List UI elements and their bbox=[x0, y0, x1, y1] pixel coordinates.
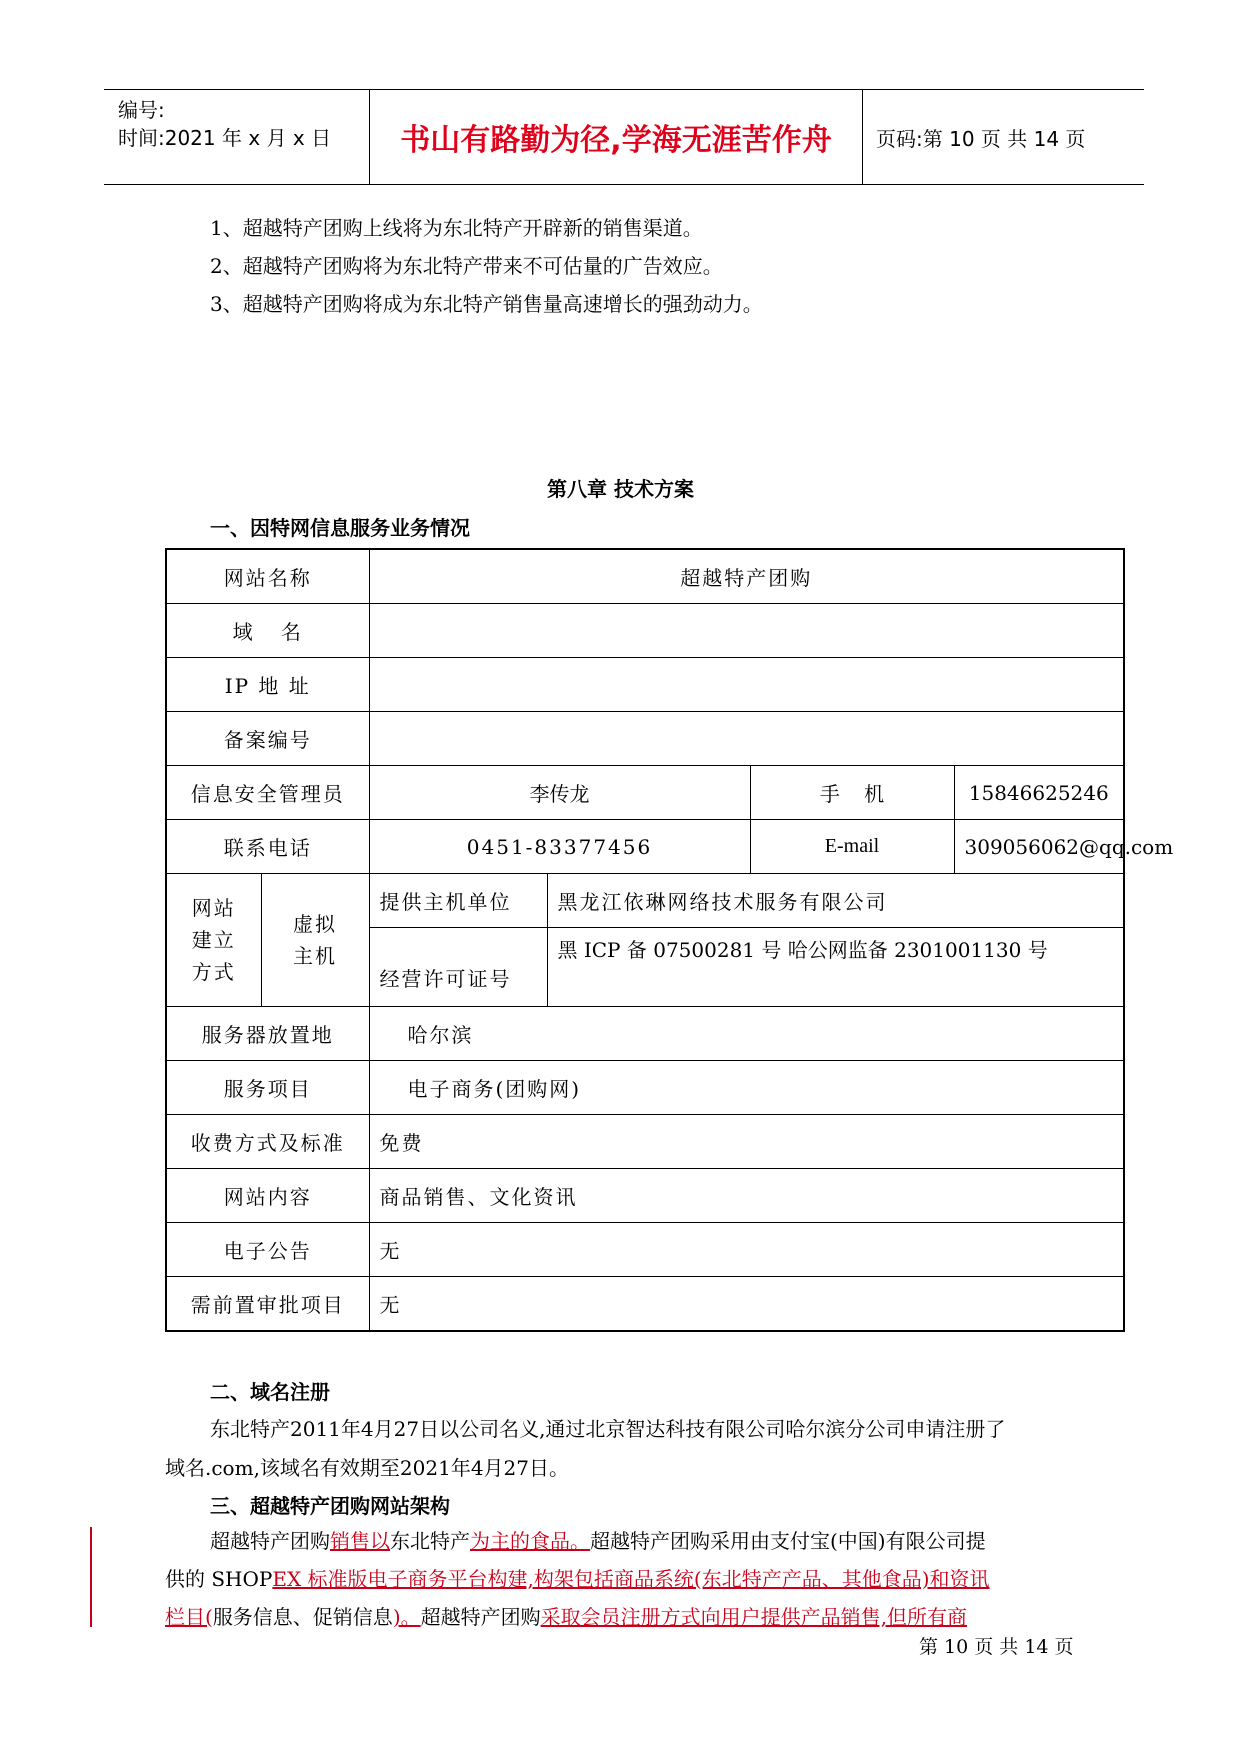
table-label: 网站内容 bbox=[166, 1169, 369, 1223]
text-run: 东北特产 bbox=[390, 1529, 470, 1553]
list-item: 3、超越特产团购将成为东北特产销售量高速增长的强劲动力。 bbox=[210, 292, 763, 316]
table-label: E-mail bbox=[750, 820, 954, 874]
phone-value: 0451-83377456 bbox=[369, 820, 750, 874]
table-label: 手 机 bbox=[750, 766, 954, 820]
paragraph-line bbox=[165, 1598, 967, 1636]
section-title: 三、超越特产团购网站架构 bbox=[210, 1494, 450, 1518]
table-row bbox=[166, 766, 1124, 820]
header-page-label: 页码:第 10 页 共 14 页 bbox=[876, 126, 1086, 151]
domain-value bbox=[369, 604, 1124, 658]
list-item: 1、超越特产团购上线将为东北特产开辟新的销售渠道。 bbox=[210, 216, 703, 240]
mobile-value: 15846625246 bbox=[954, 766, 1124, 820]
section-title: 二、域名注册 bbox=[210, 1380, 330, 1404]
service-item-value: 电子商务(团购网) bbox=[369, 1061, 1124, 1115]
tracked-change: 销售以 bbox=[330, 1529, 390, 1553]
table-row bbox=[166, 1061, 1124, 1115]
chapter-title: 第八章 技术方案 bbox=[547, 477, 694, 501]
text-run: 供的 SHOP bbox=[165, 1567, 273, 1591]
table-row bbox=[166, 1169, 1124, 1223]
license-value: 黑 ICP 备 07500281 号 哈公网监备 2301001130 号 bbox=[547, 928, 1124, 1007]
text-run: 超越特产团购 bbox=[420, 1605, 541, 1629]
table-label: IP 地 址 bbox=[166, 658, 369, 712]
server-location-value: 哈尔滨 bbox=[369, 1007, 1124, 1061]
text-run: 超越特产团购 bbox=[210, 1529, 330, 1553]
table-row bbox=[166, 712, 1124, 766]
table-label: 服务器放置地 bbox=[166, 1007, 369, 1061]
table-label: 收费方式及标准 bbox=[166, 1115, 369, 1169]
email-value: 309056062@qq.com bbox=[954, 820, 1124, 874]
header-motto: 书山有路勤为径,学海无涯苦作舟 bbox=[370, 90, 863, 184]
list-item: 2、超越特产团购将为东北特产带来不可估量的广告效应。 bbox=[210, 254, 723, 278]
table-label: 网站建立方式 bbox=[166, 874, 261, 1007]
ip-value bbox=[369, 658, 1124, 712]
table-label: 虚拟主机 bbox=[261, 874, 369, 1007]
table-row bbox=[166, 549, 1124, 604]
paragraph-line: 东北特产2011年4月27日以公司名义,通过北京智达科技有限公司哈尔滨分公司申请注册了 bbox=[210, 1417, 1006, 1441]
content-value: 商品销售、文化资讯 bbox=[369, 1169, 1124, 1223]
table-row bbox=[166, 1277, 1124, 1332]
table-row bbox=[166, 1115, 1124, 1169]
table-label: 提供主机单位 bbox=[369, 874, 547, 928]
table-label: 联系电话 bbox=[166, 820, 369, 874]
table-label: 需前置审批项目 bbox=[166, 1277, 369, 1332]
tracked-change: 为主的食品。 bbox=[470, 1529, 590, 1553]
table-label: 域 名 bbox=[166, 604, 369, 658]
table-label: 备案编号 bbox=[166, 712, 369, 766]
table-label: 服务项目 bbox=[166, 1061, 369, 1115]
paragraph-line: 域名.com,该域名有效期至2021年4月27日。 bbox=[165, 1456, 569, 1480]
tracked-change: EX 标准版电子商务平台构建,构架包括商品系统(东北特产 bbox=[272, 1567, 782, 1591]
table-label: 网站名称 bbox=[166, 549, 369, 604]
revision-bar bbox=[90, 1527, 92, 1627]
tracked-change: 产品、其他食品)和资讯 bbox=[781, 1567, 990, 1591]
fee-value: 免费 bbox=[369, 1115, 1124, 1169]
tracked-change: )。 bbox=[392, 1605, 421, 1629]
host-provider-value: 黑龙江依琳网络技术服务有限公司 bbox=[547, 874, 1124, 928]
approval-value: 无 bbox=[369, 1277, 1124, 1332]
table-row bbox=[166, 1223, 1124, 1277]
bulletin-value: 无 bbox=[369, 1223, 1124, 1277]
section-title: 一、因特网信息服务业务情况 bbox=[210, 516, 470, 540]
security-admin-value: 李传龙 bbox=[369, 766, 750, 820]
tracked-change: 采取会员注册方式向用户提供产品销售,但所有商 bbox=[540, 1605, 967, 1629]
table-row bbox=[166, 604, 1124, 658]
table-label: 经营许可证号 bbox=[369, 928, 547, 1007]
table-row bbox=[166, 820, 1124, 874]
paragraph-line bbox=[165, 1560, 990, 1598]
table-row bbox=[166, 1007, 1124, 1061]
page-footer: 第 10 页 共 14 页 bbox=[919, 1636, 1074, 1658]
text-run: 超越特产团购采用由支付宝(中国)有限公司提 bbox=[590, 1529, 986, 1553]
info-table bbox=[165, 548, 1174, 1332]
tracked-change: 栏目( bbox=[165, 1605, 213, 1629]
table-row bbox=[166, 658, 1124, 712]
header-meta bbox=[104, 90, 370, 184]
table-label: 电子公告 bbox=[166, 1223, 369, 1277]
record-value bbox=[369, 712, 1124, 766]
page-header bbox=[104, 89, 1144, 185]
text-run: 服务信息、促销信息 bbox=[212, 1605, 393, 1629]
number-label: 编号: bbox=[118, 98, 165, 122]
table-row bbox=[166, 874, 1124, 928]
paragraph-line bbox=[210, 1522, 986, 1560]
site-name-value: 超越特产团购 bbox=[369, 549, 1124, 604]
time-label: 时间:2021 年 x 月 x 日 bbox=[118, 126, 332, 150]
table-label: 信息安全管理员 bbox=[166, 766, 369, 820]
